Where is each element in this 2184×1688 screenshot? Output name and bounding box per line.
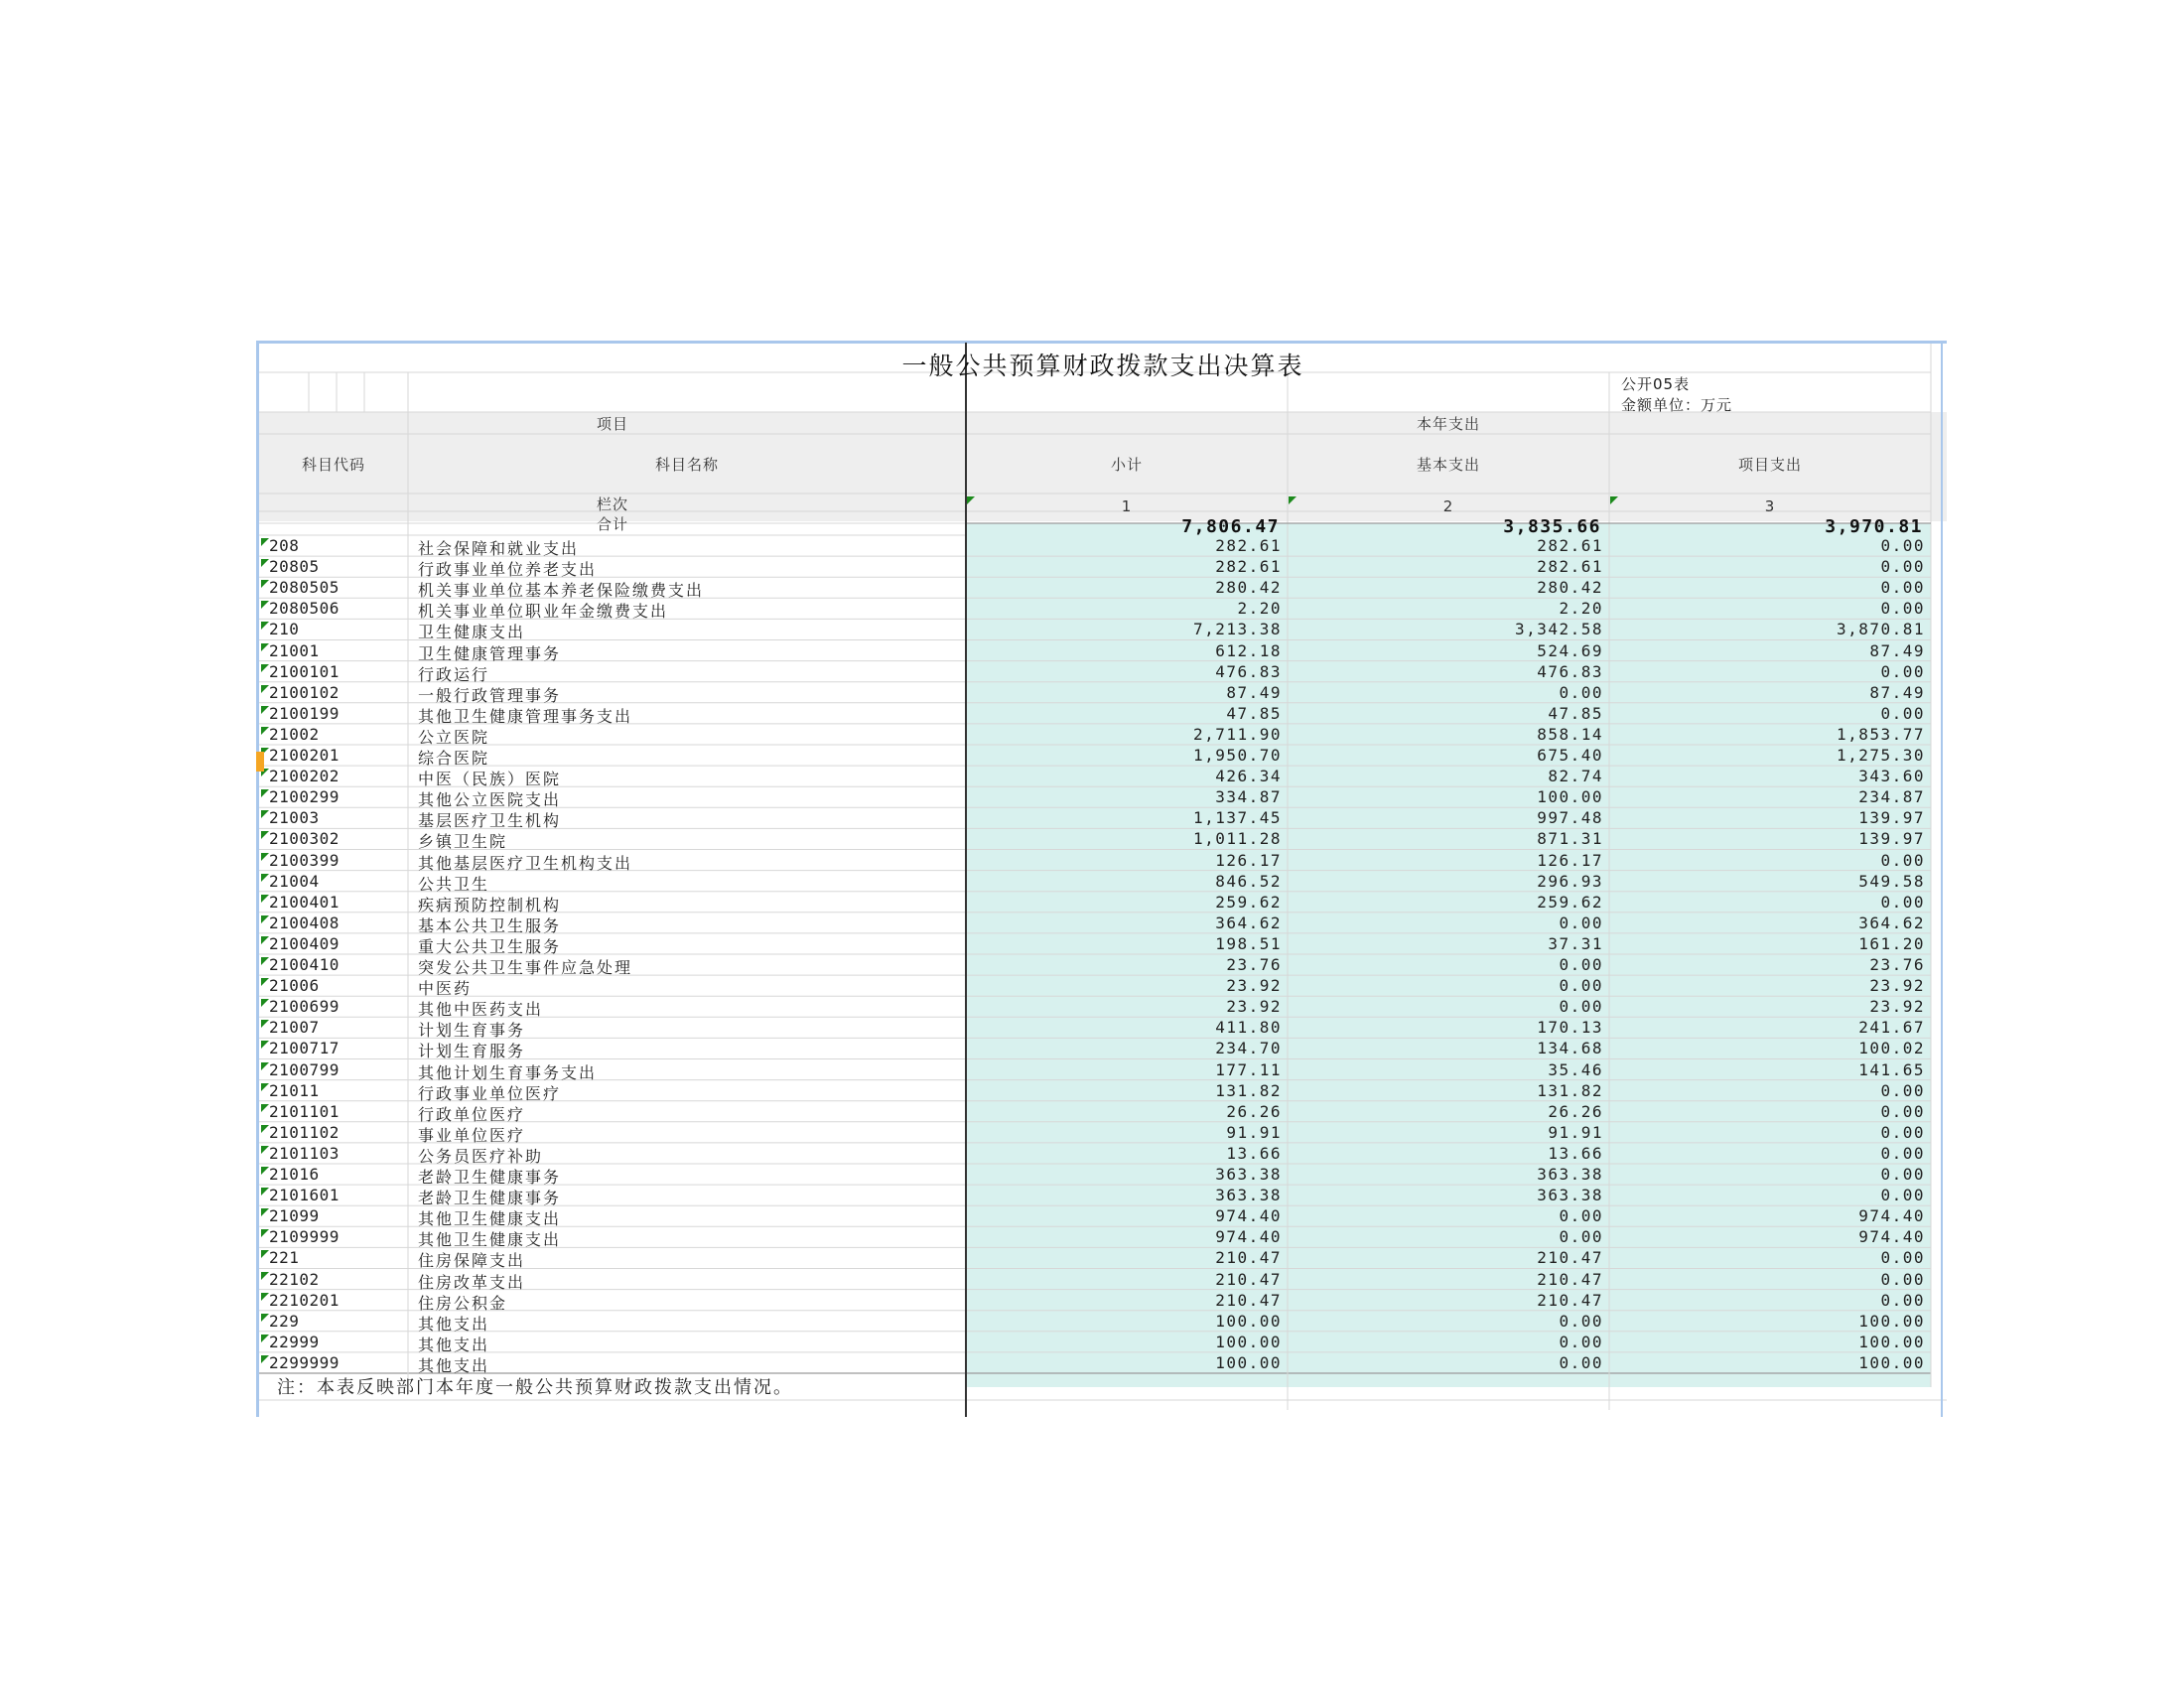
row-project: 100.00 <box>1858 1352 1925 1372</box>
header-subtotal: 小计 <box>1110 456 1143 474</box>
row-name: 公立医院 <box>418 727 490 747</box>
cell-flag <box>261 978 269 986</box>
row-code: 2100302 <box>269 829 340 849</box>
row-basic: 210.47 <box>1537 1269 1603 1289</box>
row-basic: 363.38 <box>1537 1165 1603 1184</box>
cell-flag <box>261 1041 269 1049</box>
row-project: 0.00 <box>1880 661 1925 681</box>
row-name: 一般行政管理事务 <box>418 685 562 705</box>
header-project-expense: 项目支出 <box>1737 456 1802 474</box>
cell-flag <box>261 936 269 944</box>
row-name: 卫生健康管理事务 <box>418 643 562 663</box>
row-basic: 0.00 <box>1559 955 1603 974</box>
row-project: 3,870.81 <box>1836 620 1925 639</box>
row-code: 2100408 <box>269 913 340 932</box>
row-name: 其他计划生育事务支出 <box>418 1062 598 1082</box>
row-project: 0.00 <box>1880 1290 1925 1310</box>
row-code: 22102 <box>269 1269 320 1289</box>
cell-flag <box>261 1125 269 1133</box>
row-project: 87.49 <box>1869 682 1925 702</box>
row-project: 161.20 <box>1858 933 1925 953</box>
spreadsheet[interactable] <box>256 341 1947 1417</box>
row-project: 974.40 <box>1858 1227 1925 1247</box>
row-subtotal: 198.51 <box>1215 933 1282 953</box>
cell-flag <box>261 1355 269 1363</box>
row-code: 2299999 <box>269 1352 340 1372</box>
footnote: 注：本表反映部门本年度一般公共预算财政拨款支出情况。 <box>277 1377 793 1398</box>
row-subtotal: 1,137.45 <box>1192 808 1282 828</box>
row-basic: 26.26 <box>1548 1101 1603 1121</box>
row-subtotal: 974.40 <box>1215 1227 1282 1247</box>
row-project: 343.60 <box>1858 767 1925 786</box>
row-basic: 82.74 <box>1548 767 1603 786</box>
cell-flag <box>261 999 269 1007</box>
row-basic: 131.82 <box>1537 1080 1603 1100</box>
row-basic: 210.47 <box>1537 1290 1603 1310</box>
row-name: 乡镇卫生院 <box>418 832 508 852</box>
row-subtotal: 47.85 <box>1226 703 1282 723</box>
row-subtotal: 26.26 <box>1226 1101 1282 1121</box>
row-name: 综合医院 <box>418 749 490 768</box>
row-code: 2100799 <box>269 1059 340 1079</box>
seq-3: 3 <box>1764 497 1776 515</box>
row-project: 100.00 <box>1858 1311 1925 1331</box>
row-basic: 858.14 <box>1537 724 1603 744</box>
cell-flag <box>261 580 269 588</box>
row-project: 0.00 <box>1880 557 1925 577</box>
cell-flag <box>261 1020 269 1028</box>
row-code: 2109999 <box>269 1227 340 1247</box>
row-basic: 363.38 <box>1537 1186 1603 1205</box>
cell-flag <box>261 559 269 567</box>
cell-flag <box>261 727 269 735</box>
row-name: 其他卫生健康管理事务支出 <box>418 706 633 726</box>
row-subtotal: 411.80 <box>1215 1018 1282 1038</box>
row-subtotal: 2,711.90 <box>1192 724 1282 744</box>
row-project: 0.00 <box>1880 1143 1925 1163</box>
row-project: 0.00 <box>1880 536 1925 555</box>
row-code: 22999 <box>269 1332 320 1351</box>
row-name: 行政事业单位养老支出 <box>418 560 598 580</box>
row-code: 2100201 <box>269 746 340 765</box>
row-name: 中医（民族）医院 <box>418 770 562 789</box>
row-subtotal: 13.66 <box>1226 1143 1282 1163</box>
row-code: 208 <box>269 536 300 555</box>
row-subtotal: 2.20 <box>1237 599 1282 619</box>
row-code: 21003 <box>269 808 320 828</box>
cell-flag <box>261 538 269 546</box>
header-current-year: 本年支出 <box>1416 415 1480 433</box>
row-code: 21004 <box>269 871 320 891</box>
row-basic: 524.69 <box>1537 640 1603 660</box>
row-name: 老龄卫生健康事务 <box>418 1168 562 1187</box>
row-basic: 35.46 <box>1548 1059 1603 1079</box>
row-name: 住房保障支出 <box>418 1251 526 1271</box>
cell-flag <box>261 622 269 630</box>
row-name: 行政单位医疗 <box>418 1104 526 1124</box>
row-project: 0.00 <box>1880 599 1925 619</box>
row-code: 21001 <box>269 640 320 660</box>
row-project: 23.76 <box>1869 955 1925 974</box>
row-name: 其他公立医院支出 <box>418 790 562 810</box>
row-basic: 0.00 <box>1559 1352 1603 1372</box>
row-name: 计划生育服务 <box>418 1042 526 1061</box>
row-code: 2100199 <box>269 703 340 723</box>
cell-flag <box>261 601 269 609</box>
row-subtotal: 91.91 <box>1226 1122 1282 1142</box>
cell-flag <box>261 664 269 672</box>
row-basic: 0.00 <box>1559 976 1603 996</box>
total-subtotal: 7,806.47 <box>1181 516 1280 537</box>
cell-flag <box>261 1083 269 1091</box>
row-subtotal: 126.17 <box>1215 850 1282 870</box>
row-name: 其他支出 <box>418 1335 490 1354</box>
row-project: 23.92 <box>1869 997 1925 1017</box>
row-subtotal: 846.52 <box>1215 871 1282 891</box>
row-subtotal: 974.40 <box>1215 1206 1282 1226</box>
row-name: 老龄卫生健康事务 <box>418 1189 562 1208</box>
row-project: 0.00 <box>1880 1165 1925 1184</box>
row-code: 2100102 <box>269 682 340 702</box>
row-project: 0.00 <box>1880 578 1925 598</box>
row-name: 住房改革支出 <box>418 1272 526 1292</box>
row-subtotal: 7,213.38 <box>1192 620 1282 639</box>
row-name: 其他卫生健康支出 <box>418 1230 562 1250</box>
row-name: 公共卫生 <box>418 874 490 894</box>
row-name: 机关事业单位基本养老保险缴费支出 <box>418 581 705 601</box>
row-project: 141.65 <box>1858 1059 1925 1079</box>
row-basic: 0.00 <box>1559 1227 1603 1247</box>
cell-flag <box>261 1146 269 1154</box>
row-code: 2100202 <box>269 767 340 786</box>
row-basic: 13.66 <box>1548 1143 1603 1163</box>
row-project: 139.97 <box>1858 808 1925 828</box>
row-name: 其他支出 <box>418 1314 490 1334</box>
row-name: 行政运行 <box>418 664 490 684</box>
row-project: 0.00 <box>1880 1248 1925 1268</box>
row-subtotal: 280.42 <box>1215 578 1282 598</box>
row-name: 其他中医药支出 <box>418 1000 544 1020</box>
row-subtotal: 1,950.70 <box>1192 746 1282 765</box>
row-code: 2080506 <box>269 599 340 619</box>
row-subtotal: 210.47 <box>1215 1290 1282 1310</box>
cell-flag <box>261 1335 269 1342</box>
row-subtotal: 234.70 <box>1215 1039 1282 1058</box>
page-title: 一般公共预算财政拨款支出决算表 <box>901 352 1304 380</box>
row-name: 计划生育事务 <box>418 1021 526 1041</box>
row-basic: 282.61 <box>1537 557 1603 577</box>
row-project: 0.00 <box>1880 1101 1925 1121</box>
row-project: 241.67 <box>1858 1018 1925 1038</box>
row-code: 21002 <box>269 724 320 744</box>
row-subtotal: 87.49 <box>1226 682 1282 702</box>
cell-flag <box>261 643 269 651</box>
row-code: 2100410 <box>269 955 340 974</box>
header-code: 科目代码 <box>301 456 365 474</box>
row-project: 87.49 <box>1869 640 1925 660</box>
row-name: 基层医疗卫生机构 <box>418 811 562 831</box>
header-name: 科目名称 <box>654 456 719 474</box>
row-subtotal: 23.76 <box>1226 955 1282 974</box>
row-name: 社会保障和就业支出 <box>418 539 580 558</box>
row-code: 21011 <box>269 1080 320 1100</box>
row-code: 21006 <box>269 976 320 996</box>
row-name: 基本公共卫生服务 <box>418 915 562 935</box>
row-name: 其他基层医疗卫生机构支出 <box>418 853 633 873</box>
row-project: 0.00 <box>1880 1269 1925 1289</box>
row-project: 0.00 <box>1880 892 1925 912</box>
row-code: 229 <box>269 1311 300 1331</box>
row-code: 2100101 <box>269 661 340 681</box>
cell-flag <box>261 1229 269 1237</box>
row-project: 23.92 <box>1869 976 1925 996</box>
row-subtotal: 363.38 <box>1215 1186 1282 1205</box>
row-basic: 47.85 <box>1548 703 1603 723</box>
cell-flag <box>261 1208 269 1216</box>
row-basic: 91.91 <box>1548 1122 1603 1142</box>
row-code: 21016 <box>269 1165 320 1184</box>
row-subtotal: 612.18 <box>1215 640 1282 660</box>
active-row-marker <box>256 752 264 772</box>
cell-flag <box>261 810 269 818</box>
row-basic: 476.83 <box>1537 661 1603 681</box>
seq-2: 2 <box>1442 497 1454 515</box>
row-basic: 675.40 <box>1537 746 1603 765</box>
row-basic: 296.93 <box>1537 871 1603 891</box>
row-code: 2100699 <box>269 997 340 1017</box>
cell-flag <box>261 1272 269 1280</box>
row-name: 重大公共卫生服务 <box>418 936 562 956</box>
cell-flag <box>261 685 269 693</box>
row-basic: 3,342.58 <box>1514 620 1603 639</box>
row-basic: 0.00 <box>1559 1332 1603 1351</box>
cell-flag <box>261 789 269 797</box>
row-project: 234.87 <box>1858 787 1925 807</box>
row-name: 事业单位医疗 <box>418 1125 526 1145</box>
row-project: 100.02 <box>1858 1039 1925 1058</box>
header-basic: 基本支出 <box>1416 456 1480 474</box>
row-name: 其他卫生健康支出 <box>418 1209 562 1229</box>
cell-flag <box>261 895 269 903</box>
row-subtotal: 259.62 <box>1215 892 1282 912</box>
cell-flag <box>261 874 269 882</box>
row-basic: 170.13 <box>1537 1018 1603 1038</box>
row-subtotal: 23.92 <box>1226 997 1282 1017</box>
cell-flag <box>261 706 269 714</box>
row-basic: 259.62 <box>1537 892 1603 912</box>
row-basic: 2.20 <box>1559 599 1603 619</box>
row-basic: 0.00 <box>1559 682 1603 702</box>
row-subtotal: 282.61 <box>1215 557 1282 577</box>
row-project: 364.62 <box>1858 913 1925 932</box>
cell-flag <box>261 1314 269 1322</box>
row-name: 其他支出 <box>418 1355 490 1375</box>
row-code: 2100409 <box>269 933 340 953</box>
row-subtotal: 1,011.28 <box>1192 829 1282 849</box>
row-code: 2100401 <box>269 892 340 912</box>
row-code: 2101103 <box>269 1143 340 1163</box>
row-basic: 134.68 <box>1537 1039 1603 1058</box>
row-basic: 0.00 <box>1559 997 1603 1017</box>
row-code: 2210201 <box>269 1290 340 1310</box>
row-basic: 126.17 <box>1537 850 1603 870</box>
row-basic: 37.31 <box>1548 933 1603 953</box>
row-name: 疾病预防控制机构 <box>418 895 562 914</box>
row-name: 机关事业单位职业年金缴费支出 <box>418 602 669 622</box>
row-subtotal: 100.00 <box>1215 1352 1282 1372</box>
row-code: 20805 <box>269 557 320 577</box>
row-code: 2100717 <box>269 1039 340 1058</box>
row-basic: 100.00 <box>1537 787 1603 807</box>
row-basic: 0.00 <box>1559 913 1603 932</box>
cell-flag <box>261 1188 269 1196</box>
row-subtotal: 364.62 <box>1215 913 1282 932</box>
row-subtotal: 23.92 <box>1226 976 1282 996</box>
row-basic: 871.31 <box>1537 829 1603 849</box>
seq-label: 栏次 <box>596 495 628 513</box>
row-name: 突发公共卫生事件应急处理 <box>418 958 633 977</box>
row-code: 2100399 <box>269 850 340 870</box>
row-subtotal: 476.83 <box>1215 661 1282 681</box>
row-name: 行政事业单位医疗 <box>418 1083 562 1103</box>
row-code: 221 <box>269 1248 300 1268</box>
row-project: 0.00 <box>1880 1080 1925 1100</box>
row-project: 0.00 <box>1880 703 1925 723</box>
row-subtotal: 100.00 <box>1215 1332 1282 1351</box>
row-name: 公务员医疗补助 <box>418 1146 544 1166</box>
row-name: 卫生健康支出 <box>418 623 526 642</box>
row-name: 中医药 <box>418 979 473 999</box>
row-subtotal: 426.34 <box>1215 767 1282 786</box>
row-subtotal: 177.11 <box>1215 1059 1282 1079</box>
cell-flag <box>261 1104 269 1112</box>
row-basic: 997.48 <box>1537 808 1603 828</box>
cell-flag <box>261 1293 269 1301</box>
row-project: 1,275.30 <box>1836 746 1925 765</box>
row-subtotal: 131.82 <box>1215 1080 1282 1100</box>
row-code: 21007 <box>269 1018 320 1038</box>
seq-1: 1 <box>1121 497 1133 515</box>
row-basic: 282.61 <box>1537 536 1603 555</box>
cell-flag <box>261 1250 269 1258</box>
form-number: 公开05表 <box>1621 375 1691 393</box>
row-subtotal: 210.47 <box>1215 1248 1282 1268</box>
row-project: 974.40 <box>1858 1206 1925 1226</box>
row-code: 21099 <box>269 1206 320 1226</box>
cell-flag <box>261 853 269 861</box>
row-basic: 0.00 <box>1559 1311 1603 1331</box>
row-subtotal: 282.61 <box>1215 536 1282 555</box>
row-code: 210 <box>269 620 300 639</box>
row-code: 2080505 <box>269 578 340 598</box>
row-project: 0.00 <box>1880 1122 1925 1142</box>
row-basic: 280.42 <box>1537 578 1603 598</box>
row-project: 139.97 <box>1858 829 1925 849</box>
row-name: 住房公积金 <box>418 1293 508 1313</box>
row-basic: 210.47 <box>1537 1248 1603 1268</box>
row-code: 2101102 <box>269 1122 340 1142</box>
row-project: 0.00 <box>1880 1186 1925 1205</box>
header-project: 项目 <box>596 415 628 433</box>
row-code: 2101101 <box>269 1101 340 1121</box>
row-subtotal: 100.00 <box>1215 1311 1282 1331</box>
row-code: 2100299 <box>269 787 340 807</box>
row-project: 0.00 <box>1880 850 1925 870</box>
row-basic: 0.00 <box>1559 1206 1603 1226</box>
cell-flag <box>261 915 269 923</box>
total-basic: 3,835.66 <box>1503 516 1601 537</box>
unit-label: 金额单位：万元 <box>1621 396 1733 414</box>
cell-flag <box>261 1167 269 1175</box>
row-subtotal: 334.87 <box>1215 787 1282 807</box>
row-project: 549.58 <box>1858 871 1925 891</box>
total-label: 合计 <box>596 515 628 533</box>
row-code: 2101601 <box>269 1186 340 1205</box>
row-subtotal: 210.47 <box>1215 1269 1282 1289</box>
cell-flag <box>261 1062 269 1070</box>
cell-flag <box>261 957 269 965</box>
row-project: 1,853.77 <box>1836 724 1925 744</box>
total-project: 3,970.81 <box>1825 516 1923 537</box>
cell-flag <box>261 831 269 839</box>
row-project: 100.00 <box>1858 1332 1925 1351</box>
row-subtotal: 363.38 <box>1215 1165 1282 1184</box>
